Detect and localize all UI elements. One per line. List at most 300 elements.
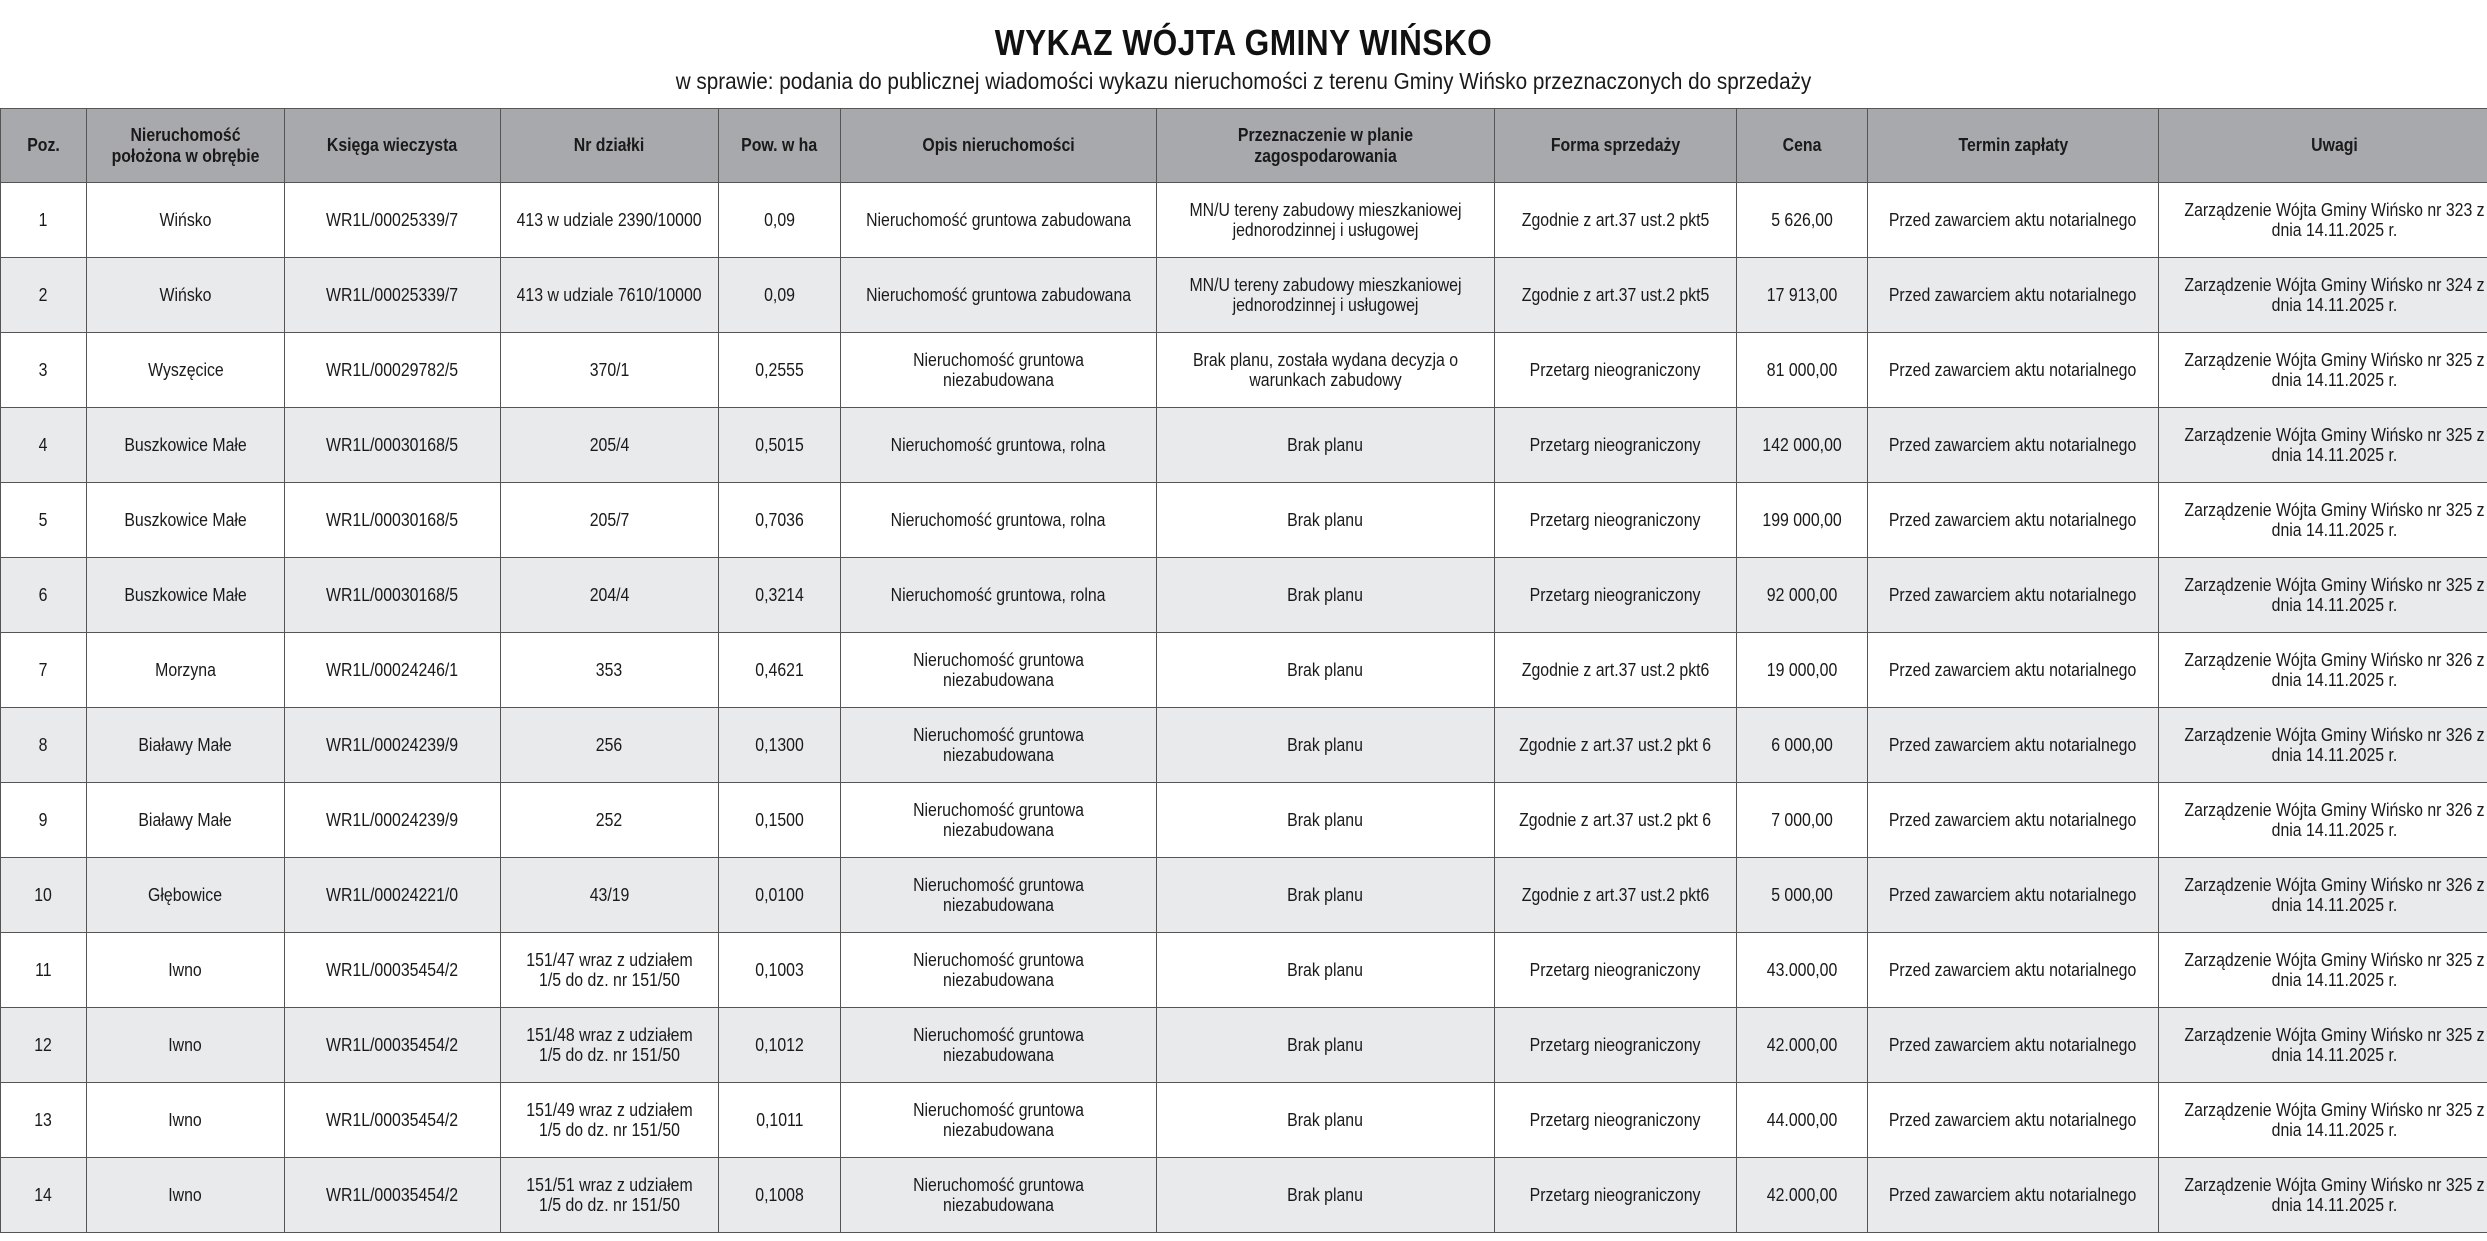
header-col-obreb [87, 109, 285, 183]
table-row [1, 783, 2487, 858]
table-row [1, 858, 2487, 933]
cell-col-forma [1495, 183, 1737, 258]
header-col-cena [1737, 109, 1868, 183]
cell-text: Przed zawarciem aktu notarialnego [1889, 509, 2137, 530]
cell-col-termin [1868, 408, 2159, 483]
cell-text: 0,7036 [755, 509, 804, 530]
cell-col-dzialka [501, 1083, 719, 1158]
header-label: Pow. w ha [741, 135, 818, 156]
cell-col-cena [1737, 333, 1868, 408]
cell-text: Przed zawarciem aktu notarialnego [1889, 1034, 2137, 1055]
cell-col-pow [719, 558, 841, 633]
cell-col-przeznaczenie [1157, 558, 1495, 633]
cell-text: 4 [39, 434, 48, 455]
cell-col-opis [841, 258, 1157, 333]
header-label: Nr działki [574, 135, 645, 156]
cell-text: Przed zawarciem aktu notarialnego [1889, 434, 2137, 455]
cell-text: Brak planu [1287, 1034, 1364, 1055]
cell-col-uwagi [2159, 783, 2487, 858]
cell-text: WR1L/00035454/2 [326, 959, 459, 980]
cell-col-dzialka [501, 708, 719, 783]
cell-col-ksiega [285, 858, 501, 933]
cell-col-opis [841, 1008, 1157, 1083]
cell-text: Zgodnie z art.37 ust.2 pkt5 [1521, 209, 1710, 230]
cell-col-opis [841, 783, 1157, 858]
cell-text: 0,09 [764, 284, 795, 305]
cell-text: 252 [596, 809, 623, 830]
cell-text: Przetarg nieograniczony [1530, 959, 1701, 980]
cell-col-przeznaczenie [1157, 1008, 1495, 1083]
cell-text: WR1L/00024221/0 [326, 884, 459, 905]
cell-col-cena [1737, 708, 1868, 783]
cell-text: Przetarg nieograniczony [1530, 1109, 1701, 1130]
cell-col-obreb [87, 258, 285, 333]
cell-text: 2 [39, 284, 48, 305]
cell-col-przeznaczenie [1157, 783, 1495, 858]
cell-col-termin [1868, 858, 2159, 933]
cell-col-opis [841, 1158, 1157, 1233]
cell-col-przeznaczenie [1157, 708, 1495, 783]
cell-text: Nieruchomość gruntowa niezabudowana [913, 874, 1084, 915]
cell-text: WR1L/00035454/2 [326, 1184, 459, 1205]
cell-text: 151/51 wraz z udziałem 1/5 do dz. nr 151/50 [526, 1174, 693, 1215]
cell-text: 0,1500 [755, 809, 804, 830]
cell-col-cena [1737, 1083, 1868, 1158]
header-col-opis [841, 109, 1157, 183]
cell-text: Zgodnie z art.37 ust.2 pkt6 [1521, 659, 1710, 680]
cell-text: WR1L/00024239/9 [326, 809, 459, 830]
header-label: Opis nieruchomości [922, 135, 1075, 156]
cell-text: Nieruchomość gruntowa niezabudowana [913, 949, 1084, 990]
cell-col-obreb [87, 783, 285, 858]
cell-text: Zarządzenie Wójta Gminy Wińsko nr 326 z dnia 14.11.2025 r. [2184, 799, 2485, 840]
cell-text: 11 [35, 959, 52, 980]
cell-text: Przed zawarciem aktu notarialnego [1889, 359, 2137, 380]
cell-col-pow [719, 408, 841, 483]
cell-text: WR1L/00025339/7 [326, 284, 459, 305]
header-label: Forma sprzedaży [1550, 135, 1681, 156]
table-row [1, 633, 2487, 708]
cell-col-poz [1, 333, 87, 408]
cell-col-poz [1, 633, 87, 708]
cell-text: 7 [39, 659, 48, 680]
cell-col-uwagi [2159, 408, 2487, 483]
cell-col-termin [1868, 183, 2159, 258]
cell-text: Zarządzenie Wójta Gminy Wińsko nr 325 z dnia 14.11.2025 r. [2184, 574, 2485, 615]
cell-col-pow [719, 633, 841, 708]
header-col-poz [1, 109, 87, 183]
cell-col-cena [1737, 783, 1868, 858]
cell-text: 151/49 wraz z udziałem 1/5 do dz. nr 151/50 [526, 1099, 693, 1140]
cell-col-pow [719, 483, 841, 558]
cell-text: Przed zawarciem aktu notarialnego [1889, 284, 2137, 305]
cell-col-pow [719, 258, 841, 333]
cell-col-termin [1868, 558, 2159, 633]
cell-text: 1 [39, 209, 48, 230]
header-col-termin [1868, 109, 2159, 183]
table-row [1, 1083, 2487, 1158]
cell-text: MN/U tereny zabudowy mieszkaniowej jednorodzinnej i usługowej [1189, 199, 1462, 240]
cell-col-cena [1737, 1158, 1868, 1233]
header-col-dzialka [501, 109, 719, 183]
header-col-przeznaczenie [1157, 109, 1495, 183]
cell-col-cena [1737, 633, 1868, 708]
cell-text: 13 [34, 1109, 53, 1130]
cell-text: 43.000,00 [1766, 959, 1838, 980]
cell-col-forma [1495, 708, 1737, 783]
table-row [1, 408, 2487, 483]
cell-col-uwagi [2159, 1083, 2487, 1158]
cell-col-poz [1, 558, 87, 633]
cell-col-forma [1495, 483, 1737, 558]
table-row [1, 183, 2487, 258]
cell-text: Morzyna [155, 659, 216, 680]
cell-text: 42.000,00 [1766, 1184, 1838, 1205]
cell-col-obreb [87, 408, 285, 483]
cell-text: Brak planu [1287, 509, 1364, 530]
cell-col-pow [719, 933, 841, 1008]
cell-col-ksiega [285, 558, 501, 633]
cell-text: Przed zawarciem aktu notarialnego [1889, 659, 2137, 680]
document-subtitle: w sprawie: podania do publicznej wiadomości wykazu nieruchomości z terenu Gminy Wińsko przeznaczonych do sprzedaży [675, 68, 1812, 94]
cell-col-przeznaczenie [1157, 1083, 1495, 1158]
cell-text: Przed zawarciem aktu notarialnego [1889, 1109, 2137, 1130]
cell-col-termin [1868, 1083, 2159, 1158]
cell-col-ksiega [285, 633, 501, 708]
cell-text: Nieruchomość gruntowa niezabudowana [913, 1174, 1084, 1215]
cell-col-forma [1495, 783, 1737, 858]
cell-col-dzialka [501, 483, 719, 558]
cell-text: Zarządzenie Wójta Gminy Wińsko nr 325 z dnia 14.11.2025 r. [2184, 1174, 2485, 1215]
cell-col-poz [1, 933, 87, 1008]
cell-text: Iwno [168, 1184, 203, 1205]
cell-col-termin [1868, 483, 2159, 558]
cell-col-uwagi [2159, 708, 2487, 783]
cell-text: 0,09 [764, 209, 795, 230]
cell-text: 142 000,00 [1762, 434, 1842, 455]
table-row [1, 933, 2487, 1008]
cell-text: Zgodnie z art.37 ust.2 pkt6 [1521, 884, 1710, 905]
cell-text: 0,1008 [755, 1184, 804, 1205]
cell-col-przeznaczenie [1157, 633, 1495, 708]
cell-text: Nieruchomość gruntowa niezabudowana [913, 1099, 1084, 1140]
cell-col-forma [1495, 858, 1737, 933]
header-col-pow [719, 109, 841, 183]
cell-col-forma [1495, 1158, 1737, 1233]
table-row [1, 558, 2487, 633]
cell-text: 0,2555 [755, 359, 804, 380]
cell-text: Zarządzenie Wójta Gminy Wińsko nr 325 z dnia 14.11.2025 r. [2184, 949, 2485, 990]
cell-text: 92 000,00 [1766, 584, 1838, 605]
cell-text: 353 [596, 659, 623, 680]
cell-text: Białawy Małe [138, 809, 233, 830]
cell-text: WR1L/00030168/5 [326, 434, 459, 455]
cell-text: Nieruchomość gruntowa zabudowana [865, 284, 1132, 305]
cell-col-pow [719, 1008, 841, 1083]
table-row [1, 708, 2487, 783]
cell-text: Buszkowice Małe [124, 584, 247, 605]
cell-col-ksiega [285, 258, 501, 333]
cell-col-ksiega [285, 1083, 501, 1158]
cell-text: 151/48 wraz z udziałem 1/5 do dz. nr 151/50 [526, 1024, 693, 1065]
cell-col-opis [841, 483, 1157, 558]
cell-text: Iwno [168, 1034, 203, 1055]
cell-text: 413 w udziale 2390/10000 [517, 209, 702, 230]
cell-text: 0,1300 [755, 734, 804, 755]
table-row [1, 483, 2487, 558]
cell-col-cena [1737, 858, 1868, 933]
cell-text: Zarządzenie Wójta Gminy Wińsko nr 325 z dnia 14.11.2025 r. [2184, 499, 2485, 540]
cell-col-poz [1, 1158, 87, 1233]
cell-col-termin [1868, 708, 2159, 783]
cell-text: 5 [39, 509, 48, 530]
cell-col-przeznaczenie [1157, 408, 1495, 483]
cell-col-forma [1495, 558, 1737, 633]
cell-text: 6 000,00 [1771, 734, 1833, 755]
cell-text: 8 [39, 734, 48, 755]
cell-col-poz [1, 183, 87, 258]
cell-col-pow [719, 1083, 841, 1158]
cell-col-dzialka [501, 183, 719, 258]
cell-text: Nieruchomość gruntowa, rolna [891, 434, 1106, 455]
cell-col-przeznaczenie [1157, 933, 1495, 1008]
cell-col-opis [841, 408, 1157, 483]
cell-col-obreb [87, 1008, 285, 1083]
header-col-forma [1495, 109, 1737, 183]
cell-col-cena [1737, 408, 1868, 483]
cell-text: Nieruchomość gruntowa, rolna [891, 509, 1106, 530]
cell-text: Zarządzenie Wójta Gminy Wińsko nr 326 z dnia 14.11.2025 r. [2184, 874, 2485, 915]
cell-col-dzialka [501, 858, 719, 933]
cell-text: 43/19 [589, 884, 630, 905]
cell-text: Przetarg nieograniczony [1530, 1034, 1701, 1055]
cell-col-obreb [87, 558, 285, 633]
cell-text: 205/4 [589, 434, 630, 455]
cell-col-przeznaczenie [1157, 183, 1495, 258]
cell-col-pow [719, 708, 841, 783]
cell-col-uwagi [2159, 633, 2487, 708]
cell-col-opis [841, 933, 1157, 1008]
cell-col-ksiega [285, 1008, 501, 1083]
cell-text: 199 000,00 [1762, 509, 1842, 530]
cell-text: WR1L/00029782/5 [326, 359, 459, 380]
cell-text: 0,1011 [755, 1109, 804, 1130]
cell-text: 0,1012 [755, 1034, 804, 1055]
cell-col-przeznaczenie [1157, 333, 1495, 408]
cell-text: Zgodnie z art.37 ust.2 pkt 6 [1519, 734, 1712, 755]
cell-text: 12 [34, 1034, 53, 1055]
cell-text: Zarządzenie Wójta Gminy Wińsko nr 325 z dnia 14.11.2025 r. [2184, 1099, 2485, 1140]
header-col-uwagi [2159, 109, 2487, 183]
cell-col-uwagi [2159, 933, 2487, 1008]
table-row [1, 1008, 2487, 1083]
cell-col-pow [719, 783, 841, 858]
cell-text: 256 [596, 734, 623, 755]
cell-text: Zarządzenie Wójta Gminy Wińsko nr 325 z dnia 14.11.2025 r. [2184, 349, 2485, 390]
cell-text: Brak planu [1287, 584, 1364, 605]
cell-col-opis [841, 558, 1157, 633]
cell-col-ksiega [285, 483, 501, 558]
cell-col-pow [719, 333, 841, 408]
cell-col-forma [1495, 408, 1737, 483]
cell-text: Zarządzenie Wójta Gminy Wińsko nr 324 z dnia 14.11.2025 r. [2184, 274, 2485, 315]
property-register-table [0, 108, 2487, 1233]
cell-text: 205/7 [589, 509, 630, 530]
cell-col-termin [1868, 1158, 2159, 1233]
cell-col-pow [719, 1158, 841, 1233]
cell-text: 204/4 [589, 584, 630, 605]
cell-col-opis [841, 858, 1157, 933]
cell-text: Przed zawarciem aktu notarialnego [1889, 959, 2137, 980]
cell-col-przeznaczenie [1157, 483, 1495, 558]
cell-text: Brak planu [1287, 1109, 1364, 1130]
cell-text: 0,5015 [755, 434, 804, 455]
cell-col-opis [841, 183, 1157, 258]
cell-col-obreb [87, 708, 285, 783]
cell-text: Brak planu [1287, 809, 1364, 830]
cell-text: Przetarg nieograniczony [1530, 434, 1701, 455]
header-label: Uwagi [2311, 135, 2358, 156]
cell-text: Zarządzenie Wójta Gminy Wińsko nr 326 z dnia 14.11.2025 r. [2184, 649, 2485, 690]
cell-col-termin [1868, 783, 2159, 858]
cell-text: Wińsko [159, 209, 212, 230]
cell-col-forma [1495, 333, 1737, 408]
cell-text: Zarządzenie Wójta Gminy Wińsko nr 326 z dnia 14.11.2025 r. [2184, 724, 2485, 765]
cell-text: Brak planu [1287, 434, 1364, 455]
cell-col-obreb [87, 333, 285, 408]
cell-col-pow [719, 183, 841, 258]
cell-col-uwagi [2159, 333, 2487, 408]
cell-text: 5 626,00 [1771, 209, 1833, 230]
cell-col-forma [1495, 1083, 1737, 1158]
cell-col-dzialka [501, 1008, 719, 1083]
cell-text: 370/1 [589, 359, 630, 380]
cell-text: 44.000,00 [1766, 1109, 1838, 1130]
cell-text: Przetarg nieograniczony [1530, 359, 1701, 380]
cell-text: Głębowice [148, 884, 223, 905]
cell-text: 42.000,00 [1766, 1034, 1838, 1055]
cell-col-uwagi [2159, 483, 2487, 558]
cell-text: Przetarg nieograniczony [1530, 584, 1701, 605]
cell-text: WR1L/00030168/5 [326, 584, 459, 605]
cell-col-cena [1737, 933, 1868, 1008]
cell-col-przeznaczenie [1157, 258, 1495, 333]
cell-text: WR1L/00035454/2 [326, 1034, 459, 1055]
cell-text: Przed zawarciem aktu notarialnego [1889, 884, 2137, 905]
cell-col-forma [1495, 933, 1737, 1008]
cell-text: Brak planu [1287, 734, 1364, 755]
cell-text: Nieruchomość gruntowa niezabudowana [913, 724, 1084, 765]
cell-text: WR1L/00035454/2 [326, 1109, 459, 1130]
cell-text: 7 000,00 [1771, 809, 1833, 830]
header-col-ksiega [285, 109, 501, 183]
cell-col-poz [1, 258, 87, 333]
cell-col-obreb [87, 633, 285, 708]
cell-text: Nieruchomość gruntowa niezabudowana [913, 649, 1084, 690]
cell-text: Nieruchomość gruntowa niezabudowana [913, 1024, 1084, 1065]
cell-col-opis [841, 333, 1157, 408]
cell-col-dzialka [501, 933, 719, 1008]
cell-col-cena [1737, 1008, 1868, 1083]
cell-col-obreb [87, 483, 285, 558]
cell-col-dzialka [501, 258, 719, 333]
cell-text: Buszkowice Małe [124, 509, 247, 530]
cell-col-obreb [87, 1083, 285, 1158]
cell-col-termin [1868, 633, 2159, 708]
cell-col-opis [841, 708, 1157, 783]
cell-col-forma [1495, 633, 1737, 708]
cell-text: 0,0100 [755, 884, 804, 905]
cell-text: Nieruchomość gruntowa niezabudowana [913, 799, 1084, 840]
cell-text: Zarządzenie Wójta Gminy Wińsko nr 323 z dnia 14.11.2025 r. [2184, 199, 2485, 240]
cell-text: Iwno [168, 1109, 203, 1130]
cell-col-poz [1, 1083, 87, 1158]
cell-text: Brak planu [1287, 1184, 1364, 1205]
cell-text: Nieruchomość gruntowa niezabudowana [913, 349, 1084, 390]
cell-text: WR1L/00024239/9 [326, 734, 459, 755]
cell-text: 413 w udziale 7610/10000 [517, 284, 702, 305]
cell-col-dzialka [501, 1158, 719, 1233]
table-row [1, 1158, 2487, 1233]
cell-text: Zgodnie z art.37 ust.2 pkt5 [1521, 284, 1710, 305]
cell-col-poz [1, 408, 87, 483]
cell-text: 0,3214 [755, 584, 804, 605]
cell-text: Brak planu [1287, 884, 1364, 905]
table-row [1, 258, 2487, 333]
header-label: Termin zapłaty [1958, 135, 2068, 156]
cell-text: 5 000,00 [1771, 884, 1833, 905]
header-label: Poz. [27, 135, 60, 156]
table-header [1, 109, 2487, 183]
cell-text: Zarządzenie Wójta Gminy Wińsko nr 325 z dnia 14.11.2025 r. [2184, 1024, 2485, 1065]
cell-col-obreb [87, 183, 285, 258]
cell-col-obreb [87, 933, 285, 1008]
cell-text: WR1L/00030168/5 [326, 509, 459, 530]
cell-col-uwagi [2159, 1158, 2487, 1233]
cell-col-dzialka [501, 408, 719, 483]
cell-col-uwagi [2159, 183, 2487, 258]
cell-text: Wyszęcice [147, 359, 224, 380]
cell-text: Wińsko [159, 284, 212, 305]
cell-col-uwagi [2159, 1008, 2487, 1083]
cell-col-termin [1868, 933, 2159, 1008]
cell-col-cena [1737, 483, 1868, 558]
cell-col-uwagi [2159, 558, 2487, 633]
cell-text: Iwno [168, 959, 203, 980]
cell-text: Przed zawarciem aktu notarialnego [1889, 209, 2137, 230]
cell-col-ksiega [285, 333, 501, 408]
cell-text: Zgodnie z art.37 ust.2 pkt 6 [1519, 809, 1712, 830]
cell-col-termin [1868, 333, 2159, 408]
cell-col-ksiega [285, 933, 501, 1008]
header-label: Cena [1782, 135, 1822, 156]
cell-col-termin [1868, 258, 2159, 333]
cell-text: 0,4621 [755, 659, 804, 680]
cell-text: 19 000,00 [1766, 659, 1838, 680]
cell-text: MN/U tereny zabudowy mieszkaniowej jednorodzinnej i usługowej [1189, 274, 1462, 315]
cell-text: 81 000,00 [1766, 359, 1838, 380]
cell-text: 0,1003 [755, 959, 804, 980]
cell-text: Buszkowice Małe [124, 434, 247, 455]
cell-col-cena [1737, 183, 1868, 258]
cell-text: Przetarg nieograniczony [1530, 509, 1701, 530]
cell-col-obreb [87, 1158, 285, 1233]
cell-col-poz [1, 858, 87, 933]
cell-col-poz [1, 708, 87, 783]
cell-col-forma [1495, 1008, 1737, 1083]
cell-col-ksiega [285, 183, 501, 258]
cell-col-uwagi [2159, 258, 2487, 333]
